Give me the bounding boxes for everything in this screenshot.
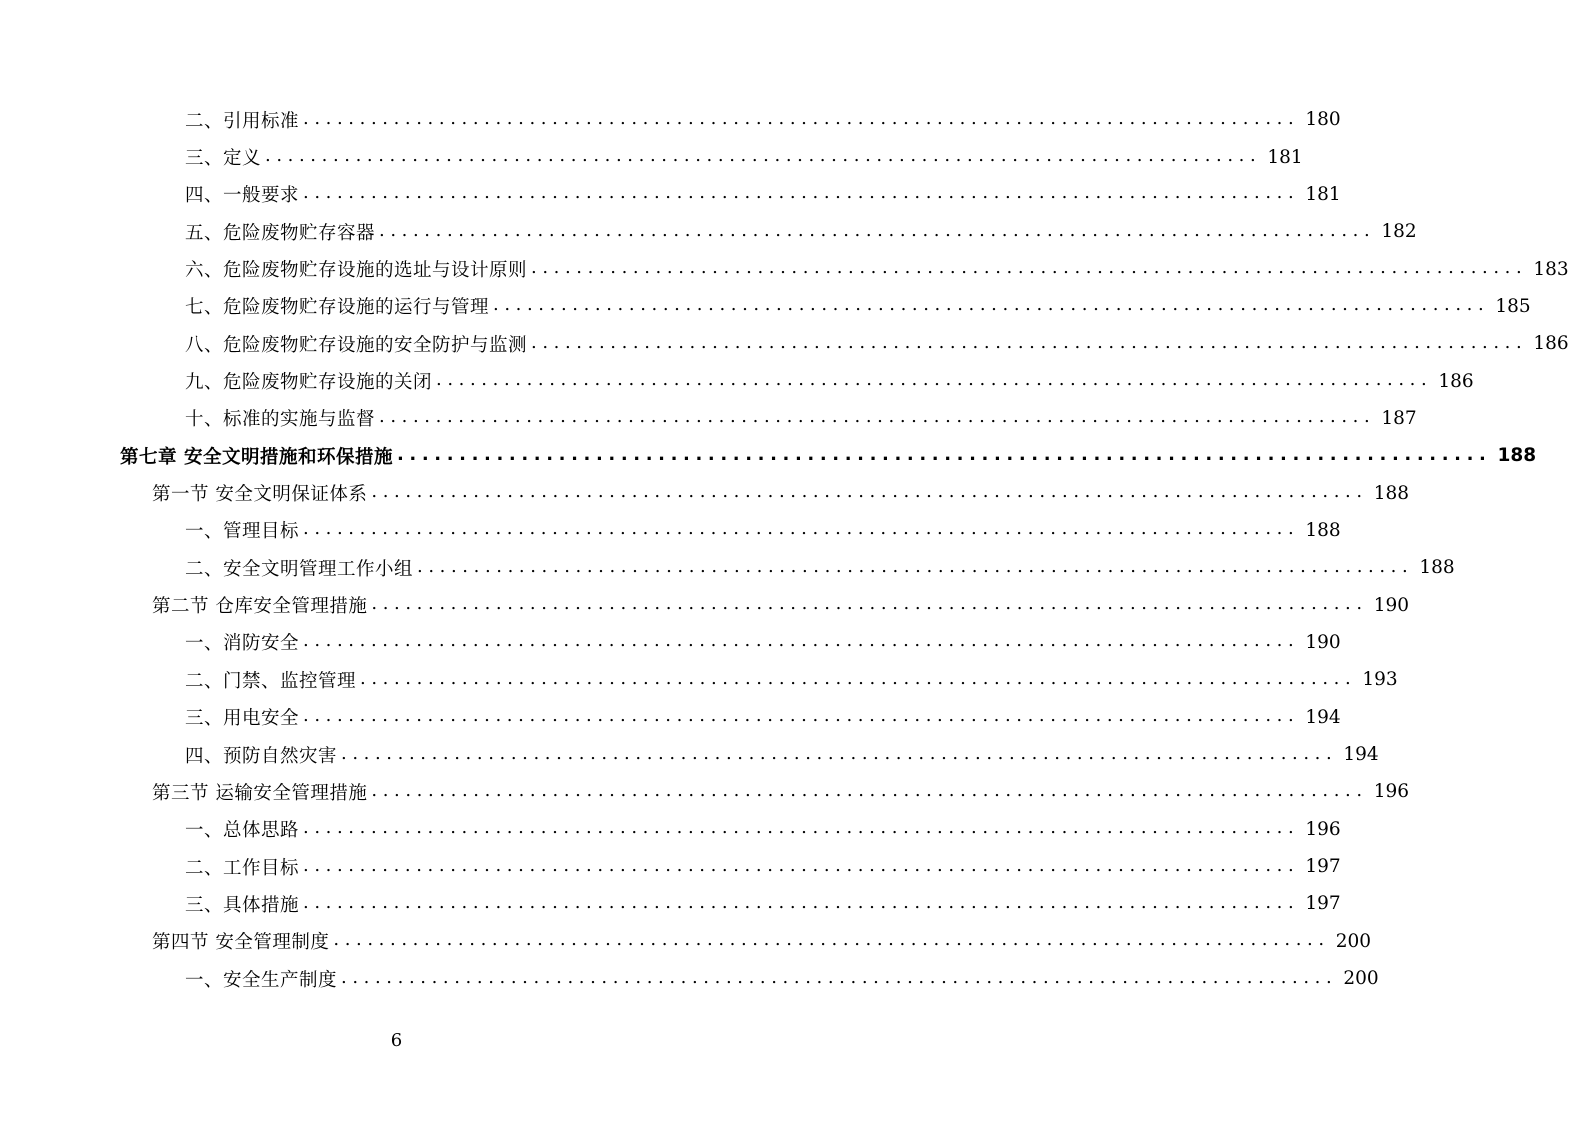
toc-entry[interactable] — [0, 736, 1379, 773]
toc-entry-page-number: 194 — [1343, 744, 1379, 766]
toc-entry-label: 二、引用标准 — [185, 107, 303, 133]
toc-entry[interactable] — [0, 362, 1474, 399]
toc-entry-label: 六、危险废物贮存设施的选址与设计原则 — [185, 256, 531, 282]
toc-dot-leader: ........................................................................................ — [303, 107, 1300, 129]
toc-entry-page-number: 190 — [1305, 631, 1341, 653]
toc-entry-label: 三、具体措施 — [185, 891, 303, 917]
toc-entry[interactable] — [0, 213, 1417, 250]
toc-dot-leader: ........................................................................................ — [436, 369, 1433, 391]
toc-entry-page-number: 188 — [1497, 445, 1537, 467]
toc-entry[interactable] — [0, 250, 1569, 287]
toc-entry[interactable] — [0, 661, 1398, 698]
toc-entry-page-number: 183 — [1533, 258, 1569, 280]
toc-entry-label: 二、安全文明管理工作小组 — [185, 555, 417, 581]
toc-entry-page-number: 182 — [1381, 221, 1417, 243]
toc-entry[interactable] — [0, 400, 1417, 437]
toc-dot-leader: ........................................................................................ — [360, 667, 1357, 689]
toc-entry[interactable] — [0, 923, 1372, 960]
toc-entry-label: 四、预防自然灾害 — [185, 742, 341, 768]
toc-entry[interactable] — [0, 437, 1537, 474]
toc-entry[interactable] — [0, 885, 1341, 922]
toc-entry[interactable] — [0, 474, 1410, 511]
toc-dot-leader: ........................................................................................ — [303, 817, 1300, 839]
toc-dot-leader: ........................................................................................ — [341, 742, 1338, 764]
toc-entry-page-number: 186 — [1533, 333, 1569, 355]
toc-dot-leader: ........................................................................................ — [379, 406, 1376, 428]
toc-entry[interactable] — [0, 848, 1341, 885]
toc-entry-label: 七、危险废物贮存设施的运行与管理 — [185, 293, 493, 319]
toc-dot-leader: ........................................................................................ — [341, 966, 1338, 988]
toc-entry-page-number: 180 — [1305, 109, 1341, 131]
toc-dot-leader: ........................................................................................ — [371, 779, 1368, 801]
toc-entry[interactable] — [0, 512, 1341, 549]
toc-entry-page-number: 181 — [1267, 146, 1303, 168]
toc-dot-leader: ........................................................................................ — [379, 219, 1376, 241]
toc-entry[interactable] — [0, 586, 1410, 623]
toc-dot-leader: ........................................................................................ — [417, 555, 1414, 577]
toc-entry-page-number: 197 — [1305, 893, 1341, 915]
toc-entry-page-number: 200 — [1335, 930, 1372, 952]
toc-entry-label: 十、标准的实施与监督 — [185, 405, 379, 431]
toc-dot-leader: ........................................................................................ — [303, 182, 1300, 204]
toc-entry-label: 一、消防安全 — [185, 629, 303, 655]
toc-entry-label: 第七章 安全文明措施和环保措施 — [120, 443, 397, 469]
toc-entry-page-number: 196 — [1305, 818, 1341, 840]
toc-dot-leader: ........................................................................................ — [333, 929, 1330, 951]
toc-entry-page-number: 186 — [1438, 370, 1474, 392]
toc-entry-label: 五、危险废物贮存容器 — [185, 219, 379, 245]
toc-entry-page-number: 188 — [1305, 519, 1341, 541]
toc-dot-leader: ........................................................................................ — [303, 518, 1300, 540]
toc-entry-label: 二、门禁、监控管理 — [185, 667, 360, 693]
toc-entry-page-number: 190 — [1373, 594, 1410, 616]
toc-entry-label: 第四节 安全管理制度 — [152, 928, 333, 954]
toc-dot-leader: ........................................................................................ — [396, 443, 1492, 465]
toc-entry-page-number: 196 — [1373, 781, 1410, 803]
toc-dot-leader: ........................................................................................ — [303, 891, 1300, 913]
toc-entry-page-number: 188 — [1419, 557, 1455, 579]
toc-dot-leader: ........................................................................................ — [371, 481, 1368, 503]
toc-entry[interactable] — [0, 549, 1455, 586]
toc-entry[interactable] — [0, 101, 1341, 138]
toc-entry[interactable] — [0, 699, 1341, 736]
toc-dot-leader: ........................................................................................ — [303, 630, 1300, 652]
toc-entry-page-number: 181 — [1305, 183, 1341, 205]
page-number: 6 — [390, 1030, 403, 1051]
toc-dot-leader: ........................................................................................ — [493, 294, 1490, 316]
toc-entry-page-number: 194 — [1305, 706, 1341, 728]
toc-entry[interactable] — [0, 624, 1341, 661]
toc-entry-page-number: 185 — [1495, 295, 1531, 317]
toc-entry-label: 九、危险废物贮存设施的关闭 — [185, 368, 436, 394]
toc-dot-leader: ........................................................................................ — [265, 145, 1262, 167]
toc-entry-page-number: 193 — [1362, 669, 1398, 691]
toc-entry-label: 二、工作目标 — [185, 854, 303, 880]
toc-entry[interactable] — [0, 138, 1303, 175]
toc-entry-page-number: 188 — [1373, 482, 1410, 504]
table-of-contents — [0, 101, 1569, 997]
toc-entry-label: 一、安全生产制度 — [185, 966, 341, 992]
toc-dot-leader: ........................................................................................ — [531, 257, 1528, 279]
toc-entry-page-number: 187 — [1381, 407, 1417, 429]
toc-entry-label: 第二节 仓库安全管理措施 — [152, 592, 371, 618]
toc-entry-label: 第一节 安全文明保证体系 — [152, 480, 371, 506]
toc-entry-page-number: 197 — [1305, 856, 1341, 878]
toc-entry[interactable] — [0, 325, 1569, 362]
toc-entry-label: 一、管理目标 — [185, 517, 303, 543]
toc-entry[interactable] — [0, 811, 1341, 848]
toc-entry[interactable] — [0, 288, 1531, 325]
toc-entry-label: 三、用电安全 — [185, 704, 303, 730]
toc-dot-leader: ........................................................................................ — [303, 854, 1300, 876]
toc-entry-label: 三、定义 — [185, 144, 265, 170]
toc-dot-leader: ........................................................................................ — [303, 705, 1300, 727]
toc-entry[interactable] — [0, 773, 1410, 810]
toc-entry[interactable] — [0, 960, 1379, 997]
toc-dot-leader: ........................................................................................ — [531, 331, 1528, 353]
toc-entry-label: 八、危险废物贮存设施的安全防护与监测 — [185, 331, 531, 357]
toc-entry-label: 第三节 运输安全管理措施 — [152, 779, 371, 805]
toc-entry[interactable] — [0, 176, 1341, 213]
toc-dot-leader: ........................................................................................ — [371, 593, 1368, 615]
toc-entry-label: 一、总体思路 — [185, 816, 303, 842]
toc-entry-page-number: 200 — [1343, 968, 1379, 990]
toc-entry-label: 四、一般要求 — [185, 181, 303, 207]
